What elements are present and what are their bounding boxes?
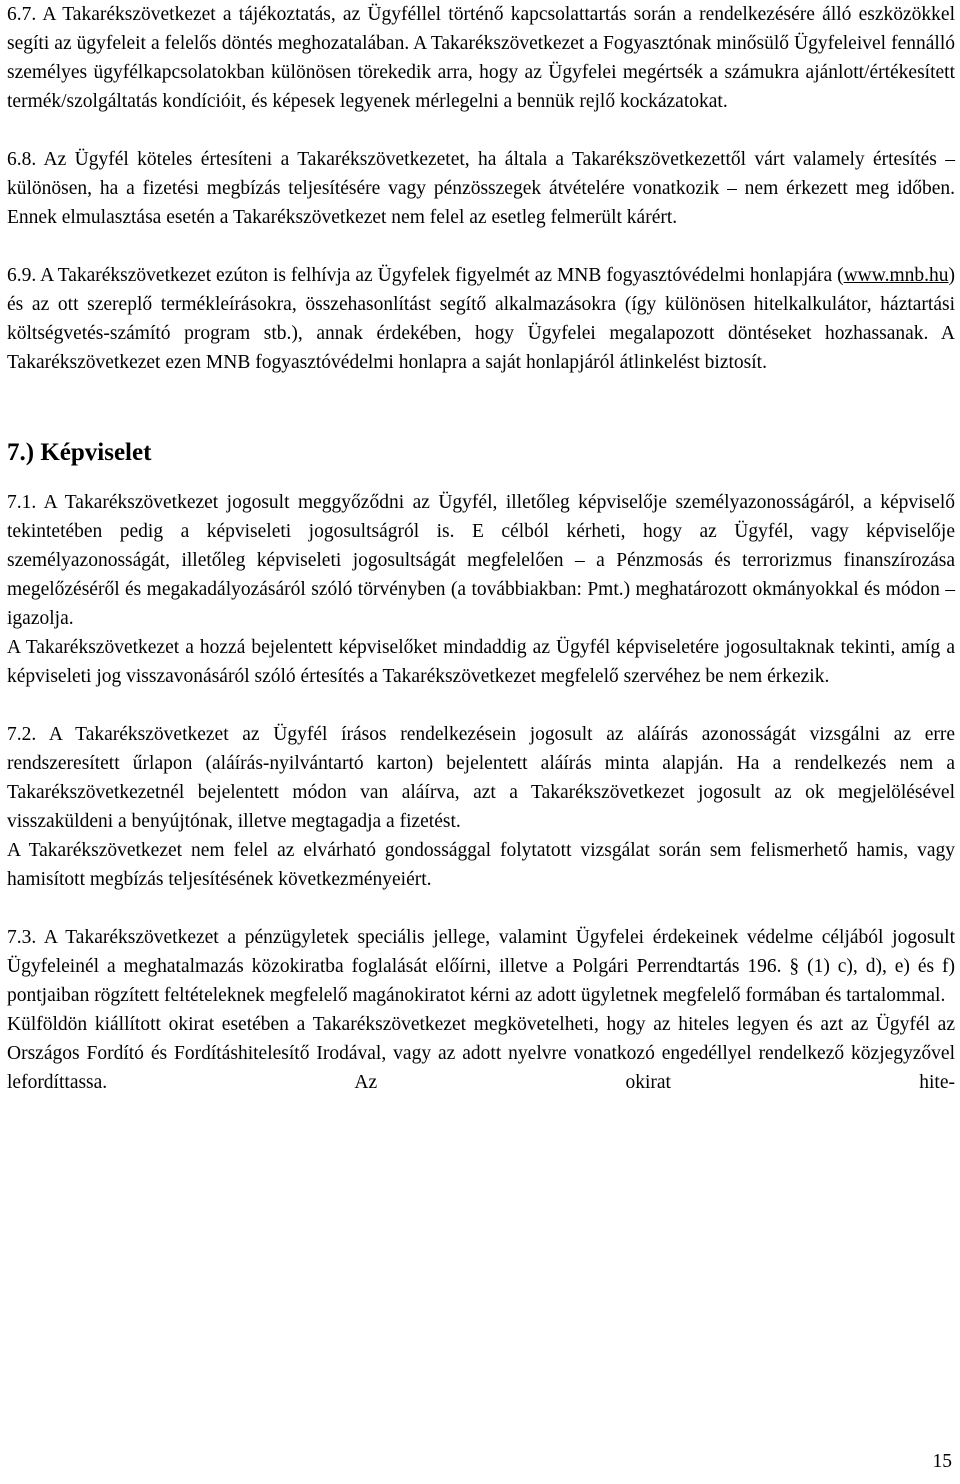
- paragraph-7-3-continued: Külföldön kiállított okirat esetében a Takarékszövetkezet megkövetelheti, hogy az hiteles legyen és azt az Ügyfél az Országos Fordító és Fordításhitelesítő Irodával, vagy az adott nyelvre vonatkozó engedéllyel rendelkező közjegyzővel lefordíttassa. Az okirat hite-: [7, 1014, 955, 1093]
- paragraph-gap: [7, 691, 955, 720]
- paragraph-7-2-continued: A Takarékszövetkezet nem felel az elvárható gondossággal folytatott vizsgálat során sem felismerhető hamis, vagy hamisított megbízás teljesítésének következményeiért.: [7, 840, 955, 890]
- paragraph-7-1-continued: A Takarékszövetkezet a hozzá bejelentett képviselőket mindaddig az Ügyfél képviseletére jogosultaknak tekinti, amíg a képviseleti jog visszavonásáról szóló értesítés a Takarékszövetkezet megfelelő szervéhez be nem érkezik.: [7, 637, 955, 687]
- paragraph-7-3: 7.3. A Takarékszövetkezet a pénzügyletek speciális jellege, valamint Ügyfelei érdekeinek védelme céljából jogosult Ügyfeleinél a meghatalmazás közokiratba foglalását előírni, illetve a Polgári Perrendtartás 196. § (1) c), d), e) és f) pontjaiban rögzített feltételeknek megfelelő magánokiratot kérni az adott ügyletnek megfelelő formában és tartalommal.: [7, 927, 955, 1006]
- paragraph-7-1: 7.1. A Takarékszövetkezet jogosult meggyőződni az Ügyfél, illetőleg képviselője személyazonosságáról, a képviselő tekintetében pedig a képviseleti jogosultságról is. E célból kérheti, hogy az Ügyfél, vagy képviselője személyazonosságát, illetőleg képviseleti jogosultságát megfelelően – a Pénzmosás és terrorizmus finanszírozása megelőzéséről és megakadályozásáról szóló törvényben (a továbbiakban: Pmt.) meghatározott okmányokkal és módon – igazolja.: [7, 492, 955, 629]
- paragraph-6-9-text-before: 6.9. A Takarékszövetkezet ezúton is felhívja az Ügyfelek figyelmét az MNB fogyasztóvédelmi honlapjára (: [7, 265, 844, 286]
- paragraph-6-8: 6.8. Az Ügyfél köteles értesíteni a Takarékszövetkezetet, ha általa a Takarékszövetkezettől várt valamely értesítés – különösen, ha a fizetési megbízás teljesítésére vagy pénzösszegek átvételére vonatkozik – nem érkezett meg időben. Ennek elmulasztása esetén a Takarékszövetkezet nem felel az esetleg felmerült kárért.: [7, 149, 955, 228]
- paragraph-6-9: [7, 261, 955, 377]
- page-number: 15: [932, 1451, 952, 1472]
- paragraph-gap: [7, 116, 955, 145]
- document-page: [7, 0, 955, 1097]
- section-gap: [7, 377, 955, 434]
- section-heading-7: 7.) Képviselet: [7, 439, 152, 466]
- mnb-website-link[interactable]: www.mnb.hu: [843, 265, 949, 286]
- paragraph-gap: [7, 894, 955, 923]
- paragraph-6-9-text-after: ) és az ott szereplő termékleírásokra, összehasonlítást segítő alkalmazásokra (így különösen hitelkalkulátor, háztartási költségvetés-számító program stb.), annak érdekében, hogy Ügyfelei megalapozott döntéseket hozhassanak. A Takarékszövetkezet ezen MNB fogyasztóvédelmi honlapra a saját honlapjáról átlinkelést biztosít.: [7, 265, 955, 373]
- paragraph-gap: [7, 232, 955, 261]
- paragraph-6-7: 6.7. A Takarékszövetkezet a tájékoztatás, az Ügyféllel történő kapcsolattartás során a rendelkezésére álló eszközökkel segíti az ügyfeleit a felelős döntés meghozatalában. A Takarékszövetkezet a Fogyasztónak minősülő Ügyfeleivel fennálló személyes ügyfélkapcsolatokban különösen törekedik arra, hogy az Ügyfelei megértsék a számukra ajánlott/értékesített termék/szolgáltatás kondícióit, és képesek legyenek mérlegelni a bennük rejlő kockázatokat.: [7, 4, 955, 112]
- paragraph-7-2: 7.2. A Takarékszövetkezet az Ügyfél írásos rendelkezésein jogosult az aláírás azonosságát vizsgálni az erre rendszeresített űrlapon (aláírás-nyilvántartó karton) bejelentett aláírás minta alapján. Ha a rendelkezés nem a Takarékszövetkezetnél bejelentett módon van aláírva, azt a Takarékszövetkezet jogosult az ok megjelölésével visszaküldeni a benyújtónak, illetve megtagadja a fizetést.: [7, 724, 955, 832]
